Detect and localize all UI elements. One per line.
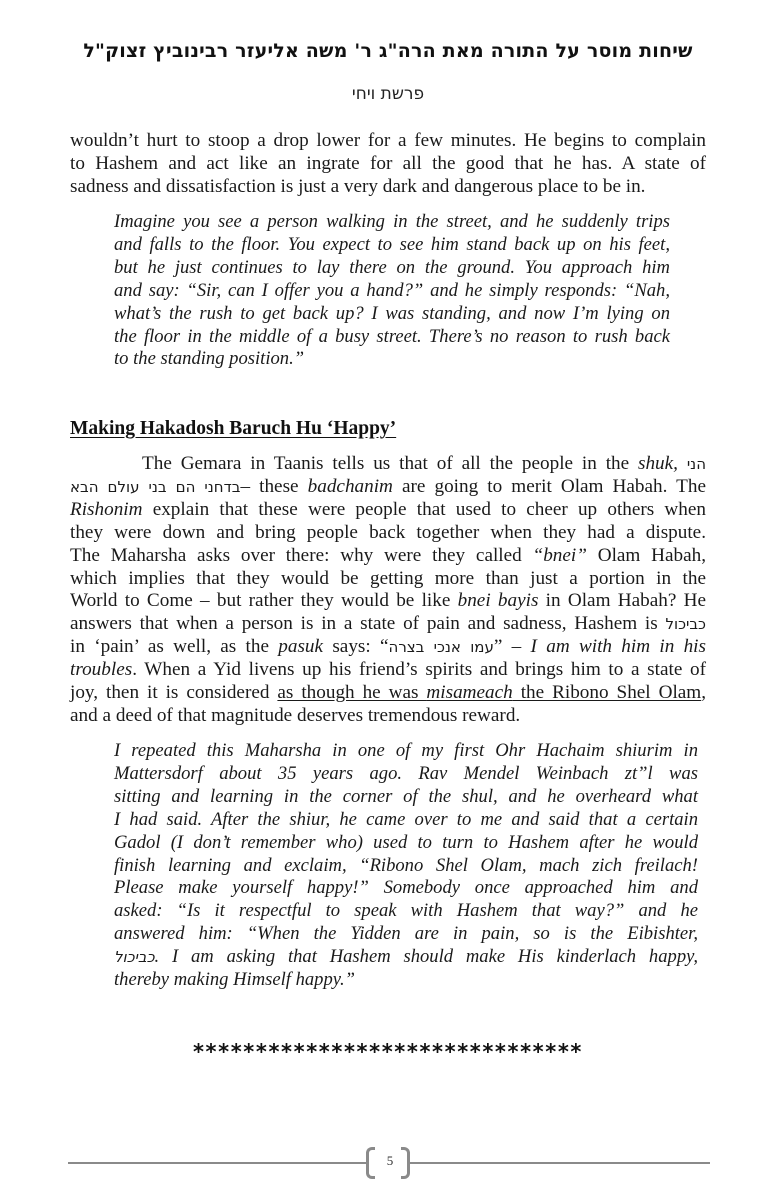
hebrew-text: בדחני הם בני עולם הבא [70, 477, 241, 496]
quote-line: and falls to the floor. You expect to see him stand back up on his feet, [114, 233, 670, 255]
text-line: The Maharsha asks over there: why were they called “bnei” Olam Habah, [70, 544, 706, 566]
page-number: 5 [386, 1153, 394, 1168]
running-header-parsha: פרשת ויחי [351, 84, 425, 104]
text-line: wouldn’t hurt to stoop a drop lower for a few minutes. He begins to complain [70, 130, 706, 151]
text-line: The Gemara in Taanis tells us that of all the people in the shuk, הני [142, 453, 706, 474]
quote-line: thereby making Himself happy.” [114, 969, 355, 991]
quote-line: I had said. After the shiur, he came over to me and said that a certain [114, 808, 698, 830]
text-line: בדחני הם בני עולם הבא– these badchanim are going to merit Olam Habah. The [70, 475, 706, 497]
footer-rule-right [410, 1162, 710, 1164]
quote-line: כביכול. I am asking that Hashem should make His kinderlach happy, [114, 946, 698, 968]
text-line: which implies that they would be getting more than just a portion in the [70, 567, 706, 589]
hebrew-text: כביכול [665, 615, 706, 634]
text-line: and a deed of that magnitude deserves tremendous reward. [70, 704, 521, 726]
quote-line: what’s the rush to get back up? I was standing, and now I’m lying on [114, 302, 670, 324]
quote-line: to the standing position.” [114, 348, 305, 370]
quote-line: sitting and learning in the corner of the shul, and he overheard what [114, 785, 698, 807]
underlined-phrase: as though he was misameach the Ribono Shel Olam [277, 682, 702, 704]
quote-line: but he just continues to lay there on the ground. You approach him [114, 256, 670, 278]
left-brace-icon [366, 1147, 375, 1179]
running-header-title: שיחות מוסר על התורה מאת הרה"ג ר' משה אליעזר רבינוביץ זצוק"ל [83, 40, 693, 62]
quote-line: Please make yourself happy!” Somebody once approached him and [114, 877, 698, 899]
quote-line: and say: “Sir, can I offer you a hand?” and he simply responds: “Nah, [114, 279, 670, 301]
text-line: answers that when a person is in a state of pain and sadness, Hashem is כביכול [70, 613, 706, 635]
text-line: to Hashem and act like an ingrate for all the good that he has. A state of [70, 152, 706, 174]
quote-line: I repeated this Maharsha in one of my first Ohr Hachaim shiurim in [114, 740, 698, 761]
footer-rule-left [68, 1162, 368, 1164]
anecdote-quote [114, 740, 698, 992]
hebrew-text: כביכול [114, 948, 155, 967]
hebrew-text: הני [686, 455, 706, 473]
quote-line: answered him: “When the Yidden are in pain, so is the Eibishter, [114, 923, 698, 945]
quote-line: Imagine you see a person walking in the street, and he suddenly trips [114, 211, 670, 232]
text-line: they were down and bring people back together when they had a dispute. [70, 521, 706, 543]
intro-paragraph [70, 130, 706, 199]
quote-line: Mattersdorf about 35 years ago. Rav Mendel Weinbach zt”l was [114, 762, 698, 784]
section-heading: Making Hakadosh Baruch Hu ‘Happy’ [70, 418, 397, 439]
quote-line: finish learning and exclaim, “Ribono Shel Olam, mach zich freilach! [114, 854, 698, 876]
hebrew-text: עמו אנכי בצרה [388, 638, 494, 657]
section-separator: ******************************* [192, 1040, 584, 1064]
section-paragraph [70, 453, 706, 728]
text-line: in ‘pain’ as well, as the pasuk says: “עמו אנכי בצרה” – I am with him in his [70, 636, 706, 658]
text-line: troubles. When a Yid livens up his friend’s spirits and brings him to a state of [70, 659, 706, 681]
parable-quote [114, 211, 670, 371]
quote-line: asked: “Is it respectful to speak with Hashem that way?” and he [114, 900, 698, 922]
text-line: joy, then it is considered as though he was misameach the Ribono Shel Olam, [70, 682, 707, 704]
text-line: World to Come – but rather they would be like bnei bayis in Olam Habah? He [70, 590, 706, 612]
right-brace-icon [401, 1147, 410, 1179]
text-line: Rishonim explain that these were people that used to cheer up others when [70, 498, 706, 520]
quote-line: the floor in the middle of a busy street. There’s no reason to rush back [114, 325, 670, 347]
quote-line: Gadol (I don’t remember who) used to turn to Hashem after he would [114, 831, 698, 853]
text-line: sadness and dissatisfaction is just a very dark and dangerous place to be in. [70, 175, 646, 197]
